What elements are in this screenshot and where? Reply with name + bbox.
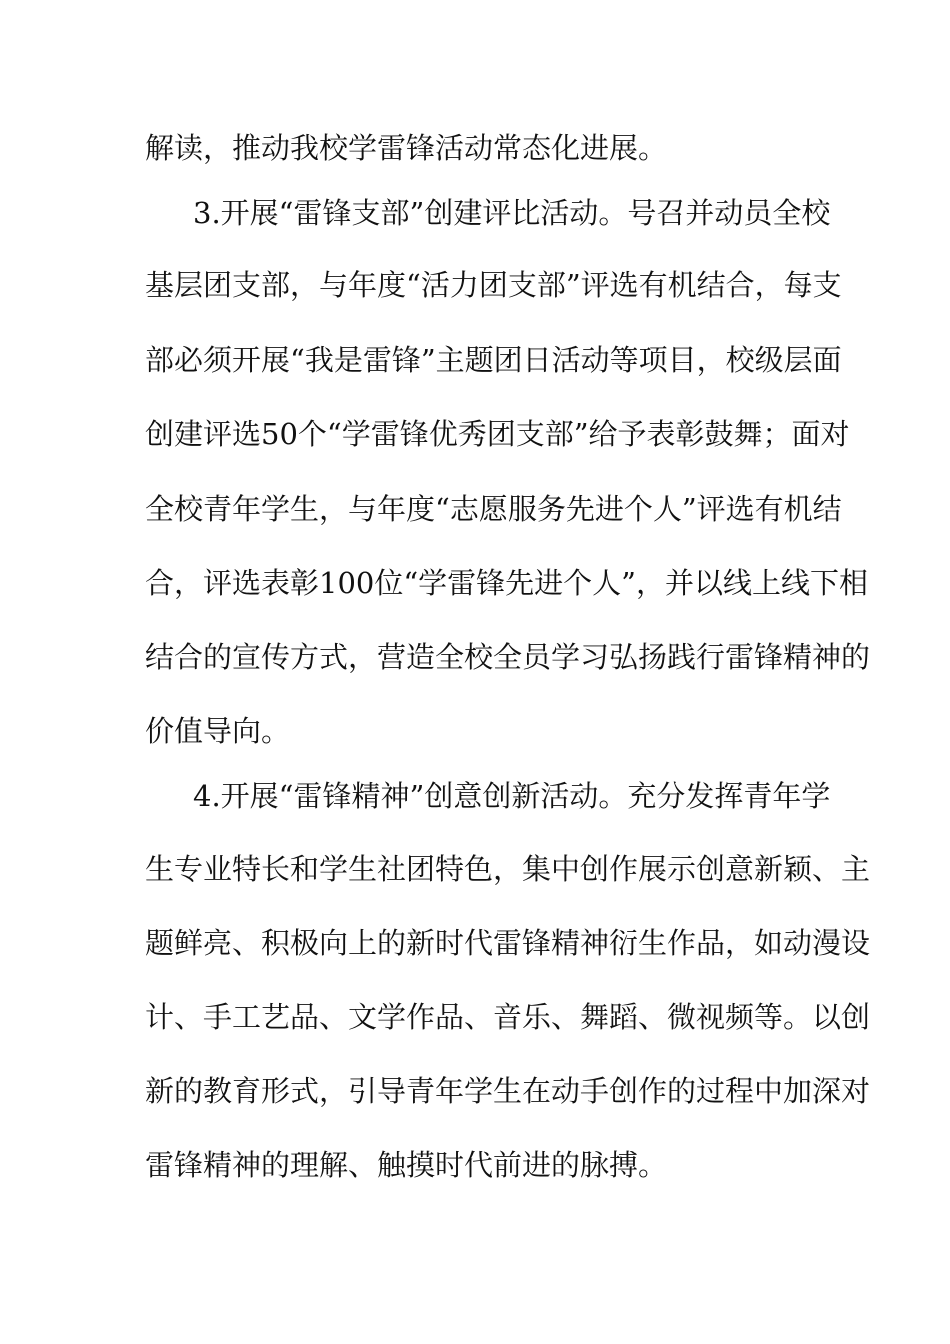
text-line: 基层团支部，与年度“活力团支部”评选有机结合，每支 [145,268,842,302]
text-line: 雷锋精神的理解、触摸时代前进的脉搏。 [145,1148,668,1182]
text-line: 创建评选50个“学雷锋优秀团支部”给予表彰鼓舞；面对 [145,417,850,451]
text-line: 题鲜亮、积极向上的新时代雷锋精神衍生作品，如动漫设 [145,926,871,960]
text-line: 合，评选表彰100位“学雷锋先进个人”，并以线上线下相 [145,566,869,600]
paragraph-3-first-line: 3.开展“雷锋支部”创建评比活动。号召并动员全校 [193,196,831,230]
text-line: 价值导向。 [145,714,291,748]
text-line: 生专业特长和学生社团特色，集中创作展示创意新颖、主 [145,852,871,886]
text-line: 全校青年学生，与年度“志愿服务先进个人”评选有机结 [145,492,842,526]
paragraph-4-first-line: 4.开展“雷锋精神”创意创新活动。充分发挥青年学 [193,779,831,813]
text-line: 计、手工艺品、文学作品、音乐、舞蹈、微视频等。以创 [145,1000,871,1034]
text-line: 部必须开展“我是雷锋”主题团日活动等项目，校级层面 [145,343,842,377]
text-line: 结合的宣传方式，营造全校全员学习弘扬践行雷锋精神的 [145,640,871,674]
text-line: 解读，推动我校学雷锋活动常态化进展。 [145,131,668,165]
text-line: 新的教育形式，引导青年学生在动手创作的过程中加深对 [145,1074,871,1108]
